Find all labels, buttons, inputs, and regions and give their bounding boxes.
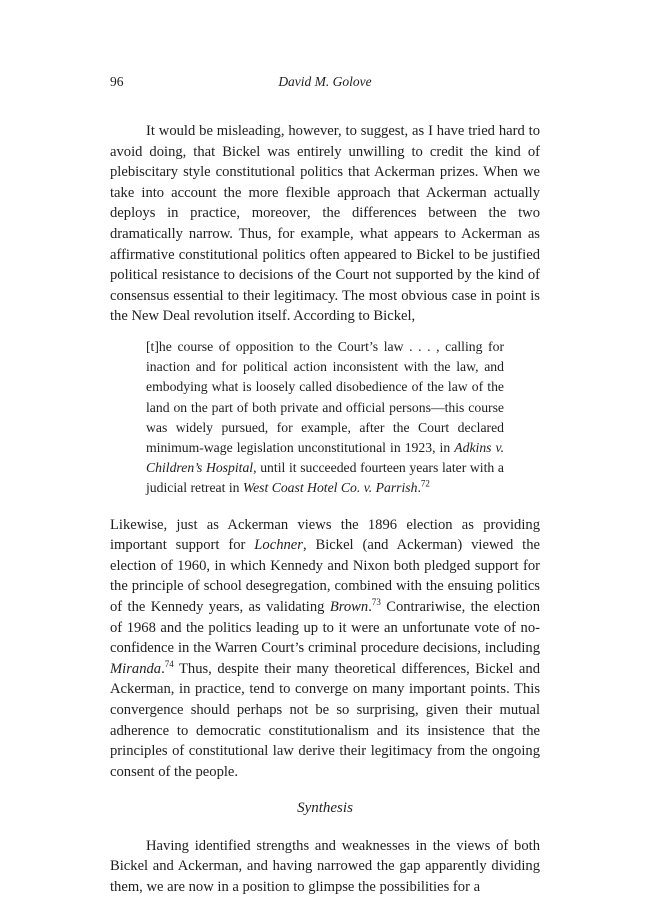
quote-case-adkins: Adkins v. Children’s Hospital <box>146 439 505 476</box>
quote-text-c: . <box>417 480 421 496</box>
p2-text-b: , Bickel (and Ackerman) viewed the election of 1960, in which Kennedy and Nixon both pledged support for the principle of school desegregation, combined with the ensuing politics of the Kennedy years, as validating <box>110 537 540 615</box>
p2-text-e: . <box>161 660 165 677</box>
section-heading: Synthesis <box>297 800 353 817</box>
p2-case-lochner: Lochner <box>254 537 303 554</box>
paragraph-3: Having identified strengths and weaknesses in the views of both Bickel and Ackerman, and having narrowed the gap apparently dividing them, we are now in a position to glimpse the possibilities for a <box>110 837 540 896</box>
p2-text-a: Likewise, just as Ackerman views the 1896 election as providing important support for <box>110 516 540 554</box>
p2-case-brown: Brown <box>329 598 369 615</box>
p2-case-miranda: Miranda <box>110 660 162 677</box>
p2-text-c: . <box>368 598 372 615</box>
footnote-ref-73: 73 <box>371 597 381 608</box>
running-title: David M. Golove <box>278 74 372 89</box>
paragraph-1: It would be misleading, however, to suggest, as I have tried hard to avoid doing, that Bickel was entirely unwilling to credit the kind of plebiscitary style constitutional politics that Ackerman prizes. When we take into account the more flexible approach that Ackerman actually deploys in practice, moreover, the differences between the two dramatically narrow. Thus, for example, what appears to Ackerman as affirmative constitutional politics often appeared to Bickel to be justified political resistance to decisions of the Court not supported by the kind of consensus essential to their legitimacy. The most obvious case in point is the New Deal revolution itself. According to Bickel, <box>110 123 540 325</box>
p2-text-f: Thus, despite their many theoretical differences, Bickel and Ackerman, in practice, tend to converge on many important points. This convergence should perhaps not be so surprising, given their mutual adherence to democratic constitutionalism and its insistence that the principles of constitutional law derive their legitimacy from the ongoing consent of the people. <box>110 660 540 780</box>
footnote-ref-74: 74 <box>164 658 174 669</box>
body-text <box>110 121 540 898</box>
running-head <box>110 74 540 94</box>
footnote-ref-72: 72 <box>420 478 430 489</box>
page-number: 96 <box>110 74 124 89</box>
block-quote <box>146 337 504 499</box>
paragraph-2 <box>110 515 540 783</box>
quote-text-a: [t]he course of opposition to the Court’s law . . . , calling for inaction and for political action inconsistent with the law, and embodying what is loosely called disobedience of the law of the land on the part of both private and official persons—this course was widely pursued, for example, after the Court declared minimum-wage legislation unconstitutional in 1923, in <box>146 338 504 455</box>
quote-case-west-coast-hotel: West Coast Hotel Co. v. Parrish <box>242 480 418 496</box>
p2-text-d: Contrariwise, the election of 1968 and the politics leading up to it were an unfortunate vote of no-confidence in the Warren Court’s criminal procedure decisions, including <box>110 598 541 657</box>
quote-text-b: , until it succeeded fourteen years later with a judicial retreat in <box>146 460 505 496</box>
